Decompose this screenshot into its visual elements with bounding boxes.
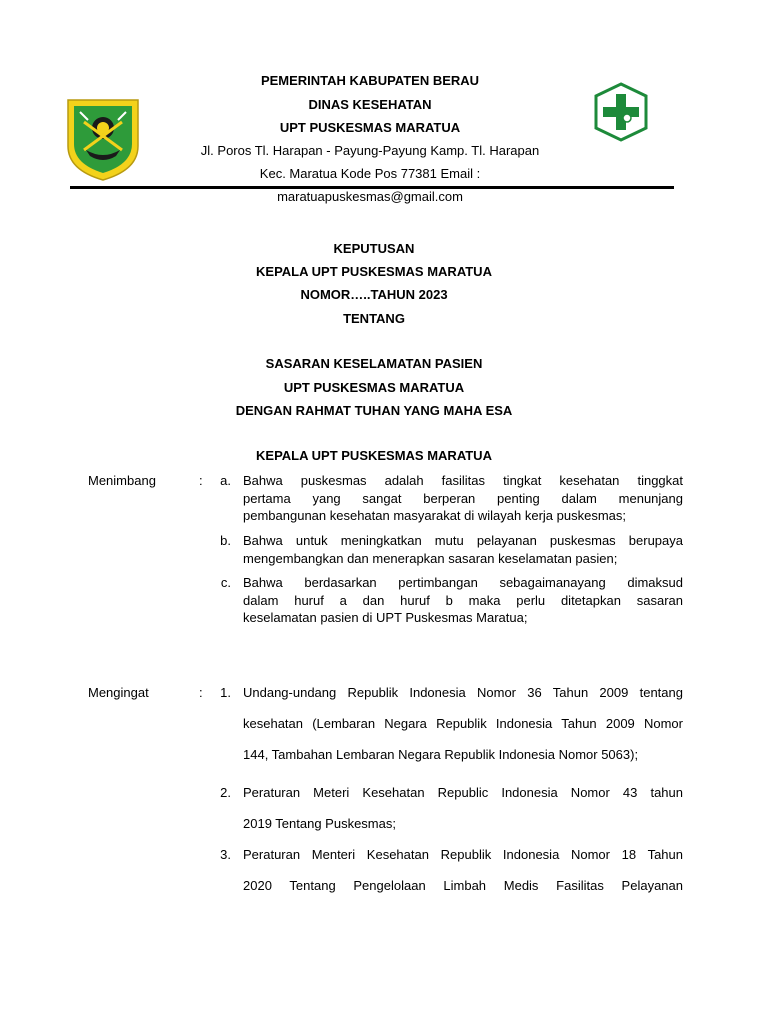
mengingat-mark-1: 1.: [220, 685, 231, 700]
mengingat-item-1: [243, 677, 683, 770]
text-line: Peraturan Meteri Kesehatan Republic Indonesia Nomor 43 tahun: [243, 785, 683, 800]
header-email: maratuapuskesmas@gmail.com: [277, 189, 463, 204]
menimbang-item-a: [243, 472, 683, 525]
text-line: 2019 Tentang Puskesmas;: [243, 816, 396, 831]
header-address-line2: Kec. Maratua Kode Pos 77381 Email :: [259, 166, 481, 181]
decree-about: TENTANG: [343, 311, 405, 326]
decree-number: NOMOR…..TAHUN 2023: [300, 287, 448, 302]
header-unit: UPT PUSKESMAS MARATUA: [279, 120, 461, 135]
mengingat-item-2: [243, 777, 683, 839]
header-government: PEMERINTAH KABUPATEN BERAU: [260, 73, 480, 88]
text-line: mengembangkan dan menerapkan sasaran keselamatan pasien;: [243, 550, 618, 566]
menimbang-item-c: [243, 574, 683, 627]
text-line: pertama yang sangat berperan penting dalam menunjang: [243, 490, 683, 506]
decree-heading: KEPUTUSAN: [333, 241, 415, 256]
text-line: Undang-undang Republik Indonesia Nomor 36 Tahun 2009 tentang: [243, 685, 683, 700]
decree-subject: SASARAN KESELAMATAN PASIEN: [265, 356, 483, 371]
mengingat-label: Mengingat: [88, 685, 149, 700]
decree-subject-unit: UPT PUSKESMAS MARATUA: [283, 380, 465, 395]
header-address-line1: Jl. Poros Tl. Harapan - Payung-Payung Kamp. Tl. Harapan: [200, 143, 540, 158]
text-line: keselamatan pasien di UPT Puskesmas Maratua;: [243, 610, 528, 625]
decree-invocation: DENGAN RAHMAT TUHAN YANG MAHA ESA: [235, 403, 513, 418]
text-line: 144, Tambahan Lembaran Negara Republik Indonesia Nomor 5063);: [243, 747, 639, 762]
menimbang-mark-b: b.: [220, 533, 231, 548]
decree-issuer: KEPALA UPT PUSKESMAS MARATUA: [256, 264, 492, 279]
text-line: kesehatan (Lembaran Negara Republik Indonesia Tahun 2009 Nomor: [243, 716, 683, 731]
text-line: Bahwa puskesmas adalah fasilitas tingkat kesehatan tinggkat: [243, 473, 683, 488]
text-line: 2020 Tentang Pengelolaan Limbah Medis Fasilitas Pelayanan: [243, 878, 683, 893]
text-line: pembangunan kesehatan masyarakat di wilayah kerja puskesmas;: [243, 508, 626, 523]
menimbang-label: Menimbang: [88, 473, 156, 488]
text-line: dalam huruf a dan huruf b maka perlu ditetapkan sasaran: [243, 592, 683, 608]
mengingat-item-3: [243, 839, 683, 901]
mengingat-mark-2: 2.: [220, 785, 231, 800]
menimbang-mark-c: c.: [220, 575, 231, 590]
menimbang-item-b: [243, 532, 683, 567]
mengingat-colon: :: [199, 685, 203, 700]
berau-regency-emblem-icon: [66, 98, 140, 182]
menimbang-mark-a: a.: [220, 473, 231, 488]
puskesmas-logo-icon: [592, 82, 650, 142]
text-line: Bahwa berdasarkan pertimbangan sebagaimanayang dimaksud: [243, 575, 683, 590]
mengingat-mark-3: 3.: [220, 847, 231, 862]
header-agency: DINAS KESEHATAN: [308, 97, 432, 112]
text-line: Bahwa untuk meningkatkan mutu pelayanan puskesmas berupaya: [243, 533, 683, 548]
menimbang-colon: :: [199, 473, 203, 488]
decree-authority: KEPALA UPT PUSKESMAS MARATUA: [256, 448, 492, 463]
text-line: Peraturan Menteri Kesehatan Republik Indonesia Nomor 18 Tahun: [243, 847, 683, 862]
